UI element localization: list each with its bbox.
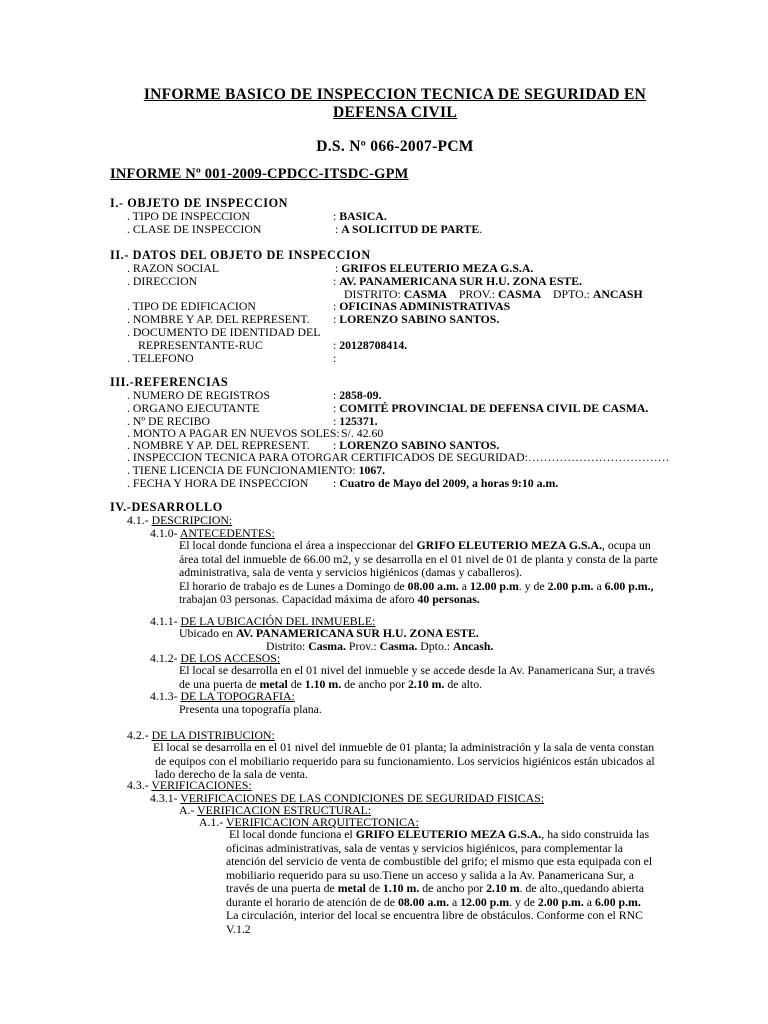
- direccion-value: : AV. PANAMERICANA SUR H.U. ZONA ESTE.: [333, 274, 583, 288]
- telefono-label: . TELEFONO: [127, 351, 194, 365]
- tipo-edificacion-label: . TIPO DE EDIFICACION: [127, 299, 256, 313]
- fecha-label: . FECHA Y HORA DE INSPECCION: [127, 476, 309, 490]
- monto-label: . MONTO A PAGAR EN NUEVOS SOLES:: [127, 426, 340, 440]
- document-title: [110, 86, 680, 122]
- organo-label: . ORGANO EJECUTANTE: [127, 401, 260, 415]
- representante-ref-label: . NOMBRE Y AP. DEL REPRESENT.: [127, 438, 310, 452]
- razon-social-label: . RAZON SOCIAL: [127, 261, 220, 275]
- representante-ref-value: : LORENZO SABINO SANTOS.: [333, 438, 500, 452]
- monto-value: S/. 42.60: [341, 426, 384, 440]
- recibo-value: : 125371.: [333, 414, 378, 428]
- direccion-label: . DIRECCION: [127, 274, 198, 288]
- subsection-4-1-0: 4.1.0- ANTECEDENTES:: [150, 526, 275, 540]
- subsection-4-1-2: 4.1.2- DE LOS ACCESOS:: [150, 651, 281, 665]
- subsection-a-1: A.1.- VERIFICACION ARQUITECTONICA:: [199, 815, 419, 829]
- distribucion-paragraph: El local se desarrolla en el 01 nivel del inmueble de 01 planta; la administración y la sala de venta constan de equipos con el mobiliario requerido para su funcionamiento. Los servicios higiénicos están ubicados al lado derecho de la sala de venta.: [153, 740, 655, 781]
- title-line-1: INFORME BASICO DE INSPECCION TECNICA DE SEGURIDAD EN: [143, 86, 647, 103]
- clase-inspeccion-label: . CLASE DE INSPECCION: [127, 222, 262, 236]
- accesos-paragraph: El local se desarrolla en el 01 nivel del inmueble y se accede desde la Av. Panamericana Sur, a través de una puerta de metal de 1.10 m. de ancho por 2.10 m. de alto.: [179, 663, 655, 691]
- subsection-4-1: 4.1.- DESCRIPCION:: [127, 513, 233, 527]
- antecedentes-paragraph: El local donde funciona el área a inspeccionar del GRIFO ELEUTERIO MEZA G.S.A., ocupa un área total del inmueble de 66.00 m2, y se desarrolla en el 01 nivel de 01 de planta y consta de la parte administrativa, sala de venta y servicios higiénicos (damas y caballeros). El horario de trabajo es de Lunes a Domingo de 08.00 a.m. a 12.00 p.m. y de 2.00 p.m. a 6.00 p.m., trabajan 03 personas. Capacidad máxima de aforo 40 personas.: [179, 538, 658, 606]
- inspeccion-certificados-line: . INSPECCION TECNICA PARA OTORGAR CERTIFICADOS DE SEGURIDAD:………………………………: [127, 450, 670, 464]
- clase-inspeccion-value: : A SOLICITUD DE PARTE.: [335, 222, 483, 236]
- arquitectonica-paragraph: El local donde funciona el GRIFO ELEUTERIO MEZA G.S.A., ha sido construida las oficinas administrativas, sala de ventas y servicios higiénicos, para complementar la atención del servicio de venta de combustible del grifo; el mismo que esta equipada con el mobiliario requerido para su uso.Tiene un acceso y salida a la Av. Panamericana Sur, a través de una puerta de metal de 1.10 m. de ancho por 2.10 m. de alto.,quedando abierta durante el horario de atención de de 08.00 a.m. a 12.00 p.m. y de 2.00 p.m. a 6.00 p.m. La circulación, interior del local se encuentra libre de obstáculos. Conforme con el RNC V.1.2: [226, 827, 653, 936]
- subsection-4-1-3: 4.1.3- DE LA TOPOGRAFIA:: [150, 689, 295, 703]
- tipo-inspeccion-value: : BASICA.: [333, 209, 387, 223]
- razon-social-value: : GRIFOS ELEUTERIO MEZA G.S.A.: [335, 261, 534, 275]
- organo-value: : COMITÉ PROVINCIAL DE DEFENSA CIVIL DE CASMA.: [333, 401, 649, 415]
- subsection-4-1-1: 4.1.1- DE LA UBICACIÓN DEL INMUEBLE:: [150, 614, 376, 628]
- ubicacion-distrito-line: Distrito: Casma. Prov.: Casma. Dpto.: Ancash.: [266, 639, 494, 653]
- numero-registros-value: : 2858-09.: [333, 388, 382, 402]
- numero-registros-label: . NUMERO DE REGISTROS: [127, 388, 270, 402]
- ruc-value: : 20128708414.: [333, 338, 408, 352]
- subsection-4-2: 4.2.- DE LA DISTRIBUCION:: [127, 728, 275, 742]
- section-4-heading: IV.-DESARROLLO: [110, 500, 223, 514]
- report-number: INFORME Nº 001-2009-CPDCC-ITSDC-GPM: [110, 166, 409, 182]
- ubicacion-line: Ubicado en AV. PANAMERICANA SUR H.U. ZONA ESTE.: [179, 626, 479, 640]
- licencia-line: . TIENE LICENCIA DE FUNCIONAMIENTO: 1067.: [127, 463, 386, 477]
- recibo-label: . Nº DE RECIBO: [127, 414, 210, 428]
- representante-label: . NOMBRE Y AP. DEL REPRESENT.: [127, 312, 310, 326]
- tipo-inspeccion-label: . TIPO DE INSPECCION: [127, 209, 251, 223]
- section-1-heading: I.- OBJETO DE INSPECCION: [110, 196, 289, 210]
- telefono-value: :: [333, 351, 337, 365]
- fecha-value: : Cuatro de Mayo del 2009, a horas 9:10 a.m.: [333, 476, 559, 490]
- subsection-4-3-1: 4.3.1- VERIFICACIONES DE LAS CONDICIONES DE SEGURIDAD FISICAS:: [150, 791, 545, 805]
- distrito-line: DISTRITO: CASMA PROV.: CASMA DPTO.: ANCASH: [344, 287, 643, 301]
- decree-number: D.S. Nº 066-2007-PCM: [316, 138, 474, 155]
- section-2-heading: II.- DATOS DEL OBJETO DE INSPECCION: [110, 248, 371, 262]
- section-3-heading: III.-REFERENCIAS: [110, 375, 229, 389]
- documento-label-1: . DOCUMENTO DE IDENTIDAD DEL: [127, 325, 321, 339]
- title-line-2: DEFENSA CIVIL: [332, 104, 458, 121]
- documento-label-2: REPRESENTANTE-RUC: [138, 338, 263, 352]
- tipo-edificacion-value: : OFICINAS ADMINISTRATIVAS: [333, 299, 511, 313]
- representante-value: : LORENZO SABINO SANTOS.: [333, 312, 500, 326]
- subsection-a: A.- VERIFICACION ESTRUCTURAL:: [179, 803, 372, 817]
- subsection-4-3: 4.3.- VERIFICACIONES:: [127, 778, 252, 792]
- topografia-text: Presenta una topografía plana.: [179, 702, 322, 716]
